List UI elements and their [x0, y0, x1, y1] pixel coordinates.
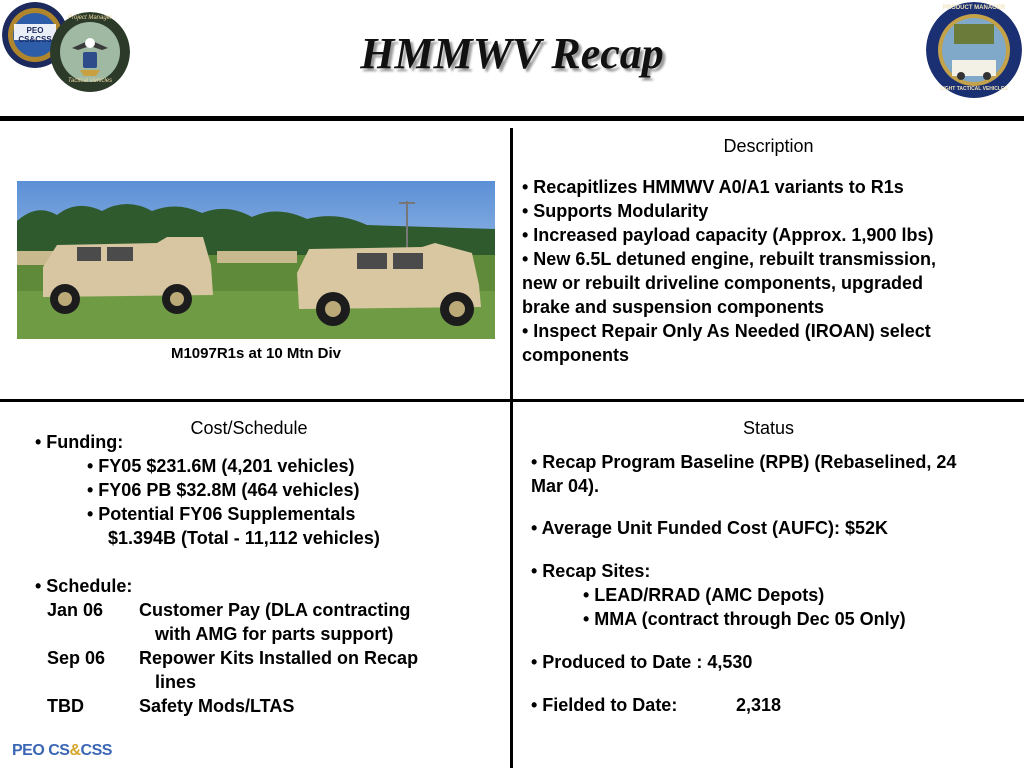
footer-amp: &	[69, 742, 81, 759]
schedule-text: Safety Mods/LTAS	[139, 696, 295, 716]
schedule-text-cont: lines	[155, 672, 197, 692]
status-rpb: • Recap Program Baseline (RPB) (Rebaselined, 24	[531, 452, 957, 472]
pm-seal-bottom-text: Tactical Vehicles	[67, 78, 113, 84]
produced-to-date: • Produced to Date : 4,530	[531, 652, 753, 672]
vertical-divider	[510, 128, 513, 768]
cost-schedule-heading: Cost/Schedule	[190, 418, 308, 438]
schedule-row	[35, 646, 505, 670]
description-line: new or rebuilt driveline components, upgraded	[522, 273, 924, 293]
schedule-label: • Schedule:	[35, 576, 133, 596]
fielded-label: • Fielded to Date:	[531, 695, 678, 715]
schedule-row	[35, 694, 505, 718]
description-heading: Description	[723, 136, 814, 156]
status-rpb-cont: Mar 04).	[531, 476, 600, 496]
funding-item: • FY06 PB $32.8M (464 vehicles)	[87, 480, 360, 500]
schedule-row	[35, 598, 505, 622]
pm-ltv-seal-top-text: PRODUCT MANAGER	[942, 5, 1006, 11]
fielded-value: 2,318	[736, 695, 782, 715]
schedule-text: Repower Kits Installed on Recap	[139, 648, 419, 668]
status-aufc: • Average Unit Funded Cost (AUFC): $52K	[531, 518, 888, 538]
schedule-date: Sep 06	[47, 648, 106, 668]
pm-seal-top-text: Project Manager	[67, 15, 113, 21]
description-line: • Recapitlizes HMMWV A0/A1 variants to R1s	[522, 177, 904, 197]
description-line: components	[522, 345, 630, 365]
recap-sites-label: • Recap Sites:	[531, 561, 651, 581]
footer-cs: CS	[48, 742, 70, 759]
description-line: • Supports Modularity	[522, 201, 709, 221]
schedule-date: Jan 06	[47, 600, 104, 620]
schedule-date: TBD	[47, 696, 84, 716]
pm-ltv-seal-bottom-text: LIGHT TACTICAL VEHICLES	[940, 86, 1008, 92]
description-line: • Inspect Repair Only As Needed (IROAN) select	[522, 321, 931, 341]
description-list	[522, 175, 992, 367]
status-heading: Status	[742, 418, 795, 438]
photo-caption: M1097R1s at 10 Mtn Div	[170, 345, 342, 362]
funding-label: • Funding:	[35, 432, 124, 452]
funding-item-cont: $1.394B (Total - 11,112 vehicles)	[108, 528, 380, 548]
description-line: • New 6.5L detuned engine, rebuilt transmission,	[522, 249, 937, 269]
fielded-to-date	[531, 693, 1011, 717]
cost-schedule-content	[35, 430, 505, 718]
peo-cscss-seal-label: PEO CS&CSS	[18, 26, 52, 44]
description-line: brake and suspension components	[522, 297, 825, 317]
hmmwv-photo	[17, 181, 495, 339]
header-divider	[0, 116, 1024, 121]
schedule-text: Customer Pay (DLA contracting	[139, 600, 411, 620]
schedule-text-cont: with AMG for parts support)	[155, 624, 394, 644]
footer-peo: PEO	[12, 742, 49, 759]
recap-site: • LEAD/RRAD (AMC Depots)	[583, 585, 825, 605]
peo-cscss-logo	[12, 742, 112, 760]
funding-item: • FY05 $231.6M (4,201 vehicles)	[87, 456, 355, 476]
description-line: • Increased payload capacity (Approx. 1,900 lbs)	[522, 225, 934, 245]
footer-css: CSS	[80, 742, 112, 759]
status-content	[531, 450, 1011, 717]
recap-site: • MMA (contract through Dec 05 Only)	[583, 609, 906, 629]
funding-item: • Potential FY06 Supplementals	[87, 504, 356, 524]
slide-title: HMMWV Recap	[360, 29, 664, 78]
